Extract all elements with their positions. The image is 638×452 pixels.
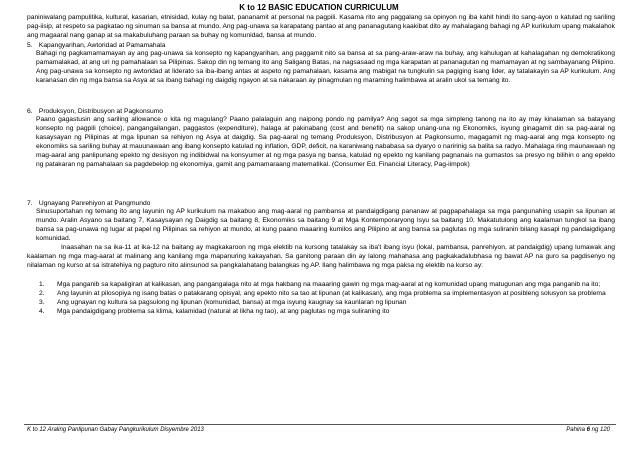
list-item-text: Ang layunin at pilosopiya ng isang batas o patakarang opisyal, ang epekto nito sa tao at lipunan (at kalikasan), ang mga problema sa implementasyon at posibleng solusyon sa problema: [57, 289, 606, 297]
closing-paragraph: Inaasahan na sa ika-11 at ika-12 na baitang ay magkakaroon ng mga elektib na kursong tatalakay sa iba't ibang isyu (lokal, pambansa, panrehiyon, at pandaigdig) upang lumawak ang kaalaman ng mga mag-aaral at malinang ang kanilang mga mapanuring kakayahan. Sa ganitong paraan din ay lalong mahahasa ang pagkakadalubhasa ng bawat AP na guro sa pagdisenyo ng nilalaman ng kurso at sa istratehiya ng pagturo nito alinsunod sa pangkalahatang balangkas ng AP. Ilang halimbawa ng mga paksa ng elektib na kurso ay:: [27, 244, 615, 269]
list-item-number: 1.: [39, 281, 45, 288]
list-item-text: Mga panganib sa kapaligiran at kalikasan, ang pangangalaga nito at mga hakbang na maaaring gawin ng mga mag-aaral at ng komunidad upang matugunan ang mga panganib na ito;: [57, 281, 601, 288]
page-number: 6: [586, 427, 590, 433]
section-title: Kapangyarihan, Awtoridad at Pamamahala: [38, 42, 166, 49]
list-item-number: 2.: [39, 289, 45, 297]
section-title: Ugnayang Panrehiyon at Pangmundo: [38, 200, 151, 207]
section-number: 5.: [27, 42, 33, 49]
section-body-6: Paano gagastusin ang sariling allowance o kita ng magulang? Paano palalaguin ang naipong pondo ng pamilya? Ang sagot sa mga simpleng tanong na ito ay may kinalaman sa batayang konsepto ng pagpili (choice), pangangailangan, paggastos (expenditure), halaga at pakinabang (cost and benefit) na sakop unang-una ng Ekonomiks, isyung ginagamit din sa pag-aaral ng kasaysayan ng Pilipinas at mga lipunan sa rehiyon ng Asya at daigdig. Sa pag-aaral ng temang Produksyon, Distribusyon at Pagkonsumo, magagamit ng mag-aaral ang mga konsepto ng ekonomiks sa sariling buhay at mauunawaan ang ibang konsepto katulad ng inflation, GDP, deficit, na karaniwang nababasa sa dyaryo o naririnig sa balita sa radyo. Mahalaga ring maunawaan ng mag-aaral ang panlipunang epekto ng desisyon ng indibidwal na konsyumer at ng mga pasya ng bansa, katulad ng epekto ng kanilang pagnanais na gumastos sa presyo ng bilihin o ang epekto ng patakaran ng pamahalaan sa pagdebelop ng ekonomiya, gamit ang pamamaraang matematikal. (Consumer Ed. Financial Literacy, Pag-iimpok): [36, 116, 615, 168]
list-item-number: 3.: [39, 298, 45, 306]
intro-paragraph: paniniwalang pampulitika, kultural, kasarian, etnisidad, kulay ng balat, pananamit at personal na pagpili. Kasama rito ang paggalang sa opinyon ng iba kahit hindi ito sang-ayon o katulad ng sariling pag-iisip, at respeto sa pagkatao ng sinuman sa bansa at mundo. Ang pag-unawa sa karapatang pantao at ang pananagutang kaakibat dito ay mahalagang bahagi ng AP kurikulum upang makalahok ang magaaral nang ganap at sa makabuluhang paraan sa buhay ng komunidad, bansa at mundo.: [27, 14, 615, 39]
footer-divider: [24, 424, 616, 425]
section-number: 6.: [27, 108, 33, 115]
section-number: 7.: [27, 200, 33, 207]
list-item: [27, 290, 617, 299]
footer-document-info: K to 12 Araling Panlipunan Gabay Pangkurikulum Disyembre 2013: [27, 427, 204, 433]
document-title: K to 12 BASIC EDUCATION CURRICULUM: [239, 3, 399, 12]
section-body-5: Bahagi ng pagkamamamayan ay ang pag-unawa sa konsepto ng kapangyarihan, ang paggamit nito sa bansa at sa pang-araw-araw na buhay, ang kahulugan at kahalagahan ng demokratikong pamamalakad, at ang uri ng pamahalaan sa Pilipinas. Sakop din ng temang ito ang Saligang Batas, na nagsasaad ng mga karapatan at pananagutan ng mamamayan at ng sambayanang Pilipino. Ang pag-unawa sa konsepto ng awtoridad at liderato sa iba-ibang antas at aspeto ng pamahalaan, kasama ang mabigat na tungkulin sa pagiging isang lider, ay tatalakayin sa AP kurikulum. Ang karanasan din ng mga bansa sa Asya at sa ibang bahagi ng daigdig ngayon at sa nakaraan ay pinagmulan ng maraming halimbawa at aralin ukol sa temang ito.: [36, 50, 615, 84]
section-heading-7: [27, 199, 150, 208]
section-heading-6: [27, 107, 163, 116]
list-item: [27, 299, 617, 308]
list-item-text: Ang ugnayan ng kultura sa pagsulong ng lipunan (komunidad, bansa) at mga isyung kaugnay sa kaunlaran ng lipunan: [57, 298, 407, 306]
footer-page-number: [566, 427, 610, 433]
section-body-7: Sinusuportahan ng temang ito ang layunin ng AP kurikulum na makabuo ang mag-aaral ng pambansa at pandaigdigang pananaw at pagpapahalaga sa mga pangunahing usapin sa lipunan at mundo. Aralin Asyano sa baitang 7, Kasaysayan ng Daigdig sa baitang 8, Ekonomiks sa baitang 9 at Mga Kontemporaryong Isyu sa baitang 10. Makatutulong ang kaalaman tungkol sa ibang bansa sa pag-unawa ng lugar at papel ng Pilipinas sa rehiyon at mundo, at kung paano maaaring kumilos ang Pilipino at ang bansa sa paglutas ng mga suliranin bilang kasapi ng pandaigdigang komunidad.: [36, 208, 615, 242]
section-heading-5: [27, 41, 166, 50]
list-item: [27, 308, 617, 317]
page-label: Pahina: [566, 427, 585, 433]
section-title: Produksyon, Distribusyon at Pagkonsumo: [38, 108, 164, 115]
page-total: ng 120: [591, 427, 610, 433]
list-item-text: Mga pandaigdigang problema sa klima, kalamidad (natural at likha ng tao), at ang paglutas ng mga suliraning ito: [57, 307, 390, 315]
list-item-number: 4.: [39, 307, 45, 315]
elective-topics-list: [27, 281, 617, 317]
list-item: [27, 281, 617, 290]
